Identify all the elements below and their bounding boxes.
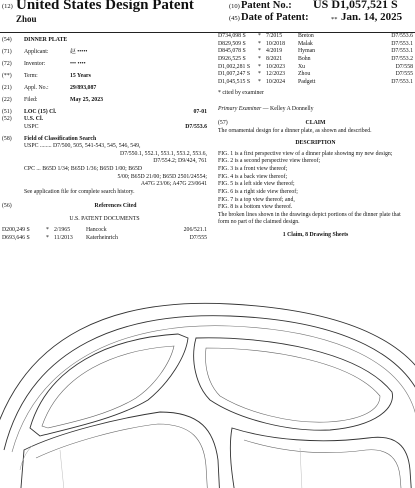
- ref-class: D7/553.1: [391, 78, 413, 85]
- date-star: **: [331, 16, 338, 23]
- examiner-line: [218, 106, 413, 114]
- figure-description: FIG. 7 is a top view thereof; and,: [218, 196, 295, 203]
- ref-class: D7/558: [395, 63, 413, 70]
- inid-72: (72): [2, 60, 12, 67]
- search-line: 5/00; B65D 21/00; B65D 2501/24554;: [117, 173, 207, 180]
- patent-type-title: United States Design Patent: [16, 0, 194, 13]
- examiner-label: Primary Examiner: [218, 106, 262, 113]
- reference-row: [218, 41, 413, 49]
- date-of-patent: Jan. 14, 2025: [341, 11, 403, 23]
- ref-number: D1,007,247 S: [218, 71, 251, 78]
- figure-description: FIG. 4 is a back view thereof;: [218, 173, 288, 180]
- field-54: [2, 37, 207, 45]
- ref-name: Zhou: [298, 71, 311, 78]
- figure-description: FIG. 5 is a left side view thereof;: [218, 181, 295, 188]
- uspc-value: D7/553.6: [185, 123, 207, 130]
- appl-no-label: Appl. No.:: [24, 84, 49, 91]
- ref-name: Hancock: [86, 226, 107, 233]
- ref-date: 10/2018: [266, 40, 286, 47]
- patent-number-label: Patent No.:: [241, 0, 292, 11]
- reference-row: [218, 48, 413, 56]
- ref-star: *: [46, 234, 49, 241]
- ref-class: D7/555: [395, 71, 413, 78]
- ref-date: 4/2019: [266, 48, 283, 55]
- loc-label: LOC (15) Cl.: [24, 108, 57, 115]
- search-line: CPC ... B65D 1/34; B65D 1/36; B65D 1/00; B65D: [24, 166, 143, 173]
- field-term: [2, 73, 207, 81]
- ref-class: D7/553.6: [391, 33, 413, 39]
- reference-row: [2, 227, 207, 235]
- term-label: Term:: [24, 72, 38, 79]
- ref-star: *: [46, 226, 49, 233]
- search-line: See application file for complete search history.: [24, 189, 135, 196]
- description-heading: DESCRIPTION: [295, 140, 336, 147]
- ref-name: Hyman: [298, 48, 316, 55]
- claim-text: The ornamental design for a dinner plate, as shown and described.: [218, 128, 372, 135]
- plate-outer-rim: [0, 303, 415, 488]
- inid-code-10: (10): [229, 3, 240, 10]
- inid-52: (52): [2, 116, 12, 123]
- field-58: [2, 136, 207, 144]
- ref-star: *: [258, 71, 261, 78]
- ref-number: D829,509 S: [218, 40, 246, 47]
- figure-description: FIG. 3 is a front view thereof;: [218, 165, 288, 172]
- inid-code-12: (12): [2, 3, 13, 10]
- ref-name: Katerheinrich: [86, 234, 118, 241]
- applicant-value: 赵 •••••: [70, 48, 88, 55]
- date-of-patent-label: Date of Patent:: [241, 12, 309, 23]
- field-56: [2, 203, 207, 211]
- inid-term: (**): [2, 72, 12, 79]
- uspc-line: [2, 124, 207, 132]
- ref-date: 10/2024: [266, 78, 286, 85]
- figure-description: FIG. 2 is a second perspective view thereof;: [218, 158, 321, 165]
- patent-number: US D1,057,521 S: [313, 0, 398, 11]
- applicant-label: Applicant:: [24, 48, 49, 55]
- patent-header: [0, 0, 415, 30]
- right-column: [218, 33, 413, 243]
- reference-row: [218, 56, 413, 64]
- refs-right: [218, 33, 413, 86]
- field-51: [2, 109, 207, 117]
- inventor-value: ••• ••••: [70, 60, 86, 67]
- ref-name: Padgett: [298, 78, 316, 85]
- term-value: 15 Years: [70, 72, 91, 79]
- inid-code-45: (45): [229, 15, 240, 22]
- ref-class: D7/553.1: [391, 40, 413, 47]
- claim-heading: CLAIM: [305, 119, 326, 126]
- ref-star: *: [258, 40, 261, 47]
- inid-58: (58): [2, 135, 12, 142]
- reference-row: [218, 79, 413, 87]
- ref-class: D7/555: [189, 234, 207, 241]
- inid-57: (57): [218, 119, 228, 126]
- design-title: DINNER PLATE: [24, 37, 68, 43]
- figure-description: FIG. 8 is a bottom view thereof.: [218, 204, 293, 211]
- search-line: USPC ........ D7/500, 505, 541-543, 545, 546, 549,: [24, 143, 141, 150]
- ref-star: *: [258, 63, 261, 70]
- field-57: [218, 120, 413, 128]
- ref-date: 8/2021: [266, 55, 283, 62]
- ref-star: *: [258, 55, 261, 62]
- inid-51: (51): [2, 108, 12, 115]
- field-71: [2, 49, 207, 57]
- figure-list: [218, 151, 413, 212]
- search-field-label: Field of Classification Search: [24, 135, 97, 142]
- cited-note: * cited by examiner: [218, 90, 264, 97]
- ref-star: *: [258, 78, 261, 85]
- references-label: References Cited: [94, 202, 137, 209]
- broken-lines-note: The broken lines shown in the drawings depict portions of the dinner plate that form no part of the claimed design.: [218, 211, 401, 226]
- ref-class: 206/521.1: [183, 226, 207, 233]
- left-column: [2, 37, 207, 242]
- reference-row: [218, 33, 413, 41]
- inventor-surname: Zhou: [16, 14, 37, 24]
- ref-date: 12/2023: [266, 71, 286, 78]
- ref-number: D926,525 S: [218, 55, 246, 62]
- ref-date: 11/2013: [54, 234, 73, 241]
- inid-21: (21): [2, 84, 12, 91]
- ref-class: D7/553.2: [391, 55, 413, 62]
- ref-star: *: [258, 48, 261, 55]
- figure-description: FIG. 1 is a first perspective view of a dinner plate showing my new design;: [218, 150, 393, 157]
- ref-name: Breton: [298, 33, 314, 39]
- ref-number: D734,098 S: [218, 33, 246, 39]
- ref-date: 7/2015: [266, 33, 283, 39]
- uspc-label: USPC: [24, 123, 39, 130]
- inid-56: (56): [2, 202, 12, 209]
- field-52: [2, 116, 207, 124]
- ref-date: 2/1965: [54, 226, 71, 233]
- ref-number: D693,646 S: [2, 234, 30, 241]
- figure-description: FIG. 6 is a right side view thereof;: [218, 188, 298, 195]
- search-field-lines: [2, 143, 207, 196]
- reference-row: [218, 64, 413, 72]
- field-72: [2, 61, 207, 69]
- inid-54: (54): [2, 37, 12, 43]
- inventor-label: Inventor:: [24, 60, 46, 67]
- field-21: [2, 85, 207, 93]
- ref-name: Bohn: [298, 55, 311, 62]
- us-cl-label: U.S. Cl.: [24, 116, 44, 123]
- loc-value: 07-01: [193, 108, 207, 115]
- claims-summary: 1 Claim, 8 Drawing Sheets: [282, 232, 349, 239]
- filed-value: May 25, 2023: [70, 96, 104, 103]
- ref-class: D7/553.1: [391, 48, 413, 55]
- appl-no-value: 29/893,087: [70, 84, 97, 91]
- ref-number: D1,002,281 S: [218, 63, 251, 70]
- search-line: A47G 23/06; A47G 23/0641: [140, 181, 207, 188]
- us-docs-heading: U.S. PATENT DOCUMENTS: [69, 216, 140, 223]
- ref-number: D1,045,515 S: [218, 78, 251, 85]
- refs-left: [2, 227, 207, 242]
- ref-name: Malak: [298, 40, 313, 47]
- ref-name: Xu: [298, 63, 306, 70]
- reference-row: [2, 235, 207, 243]
- inid-22: (22): [2, 96, 12, 103]
- search-line: D7/550.1, 552.1, 553.1, 553.2, 553.6,: [120, 150, 207, 157]
- dinner-plate-drawing: [0, 300, 415, 488]
- reference-row: [218, 71, 413, 79]
- filed-label: Filed:: [24, 96, 38, 103]
- inid-71: (71): [2, 48, 12, 55]
- ref-number: D200,249 S: [2, 226, 30, 233]
- field-22: [2, 97, 207, 105]
- ref-number: D845,078 S: [218, 48, 246, 55]
- ref-date: 10/2023: [266, 63, 286, 70]
- ref-star: *: [258, 33, 261, 39]
- examiner-name: — Kelley A Donnelly: [262, 106, 314, 113]
- search-line: D7/554.2; D9/424, 761: [153, 158, 207, 165]
